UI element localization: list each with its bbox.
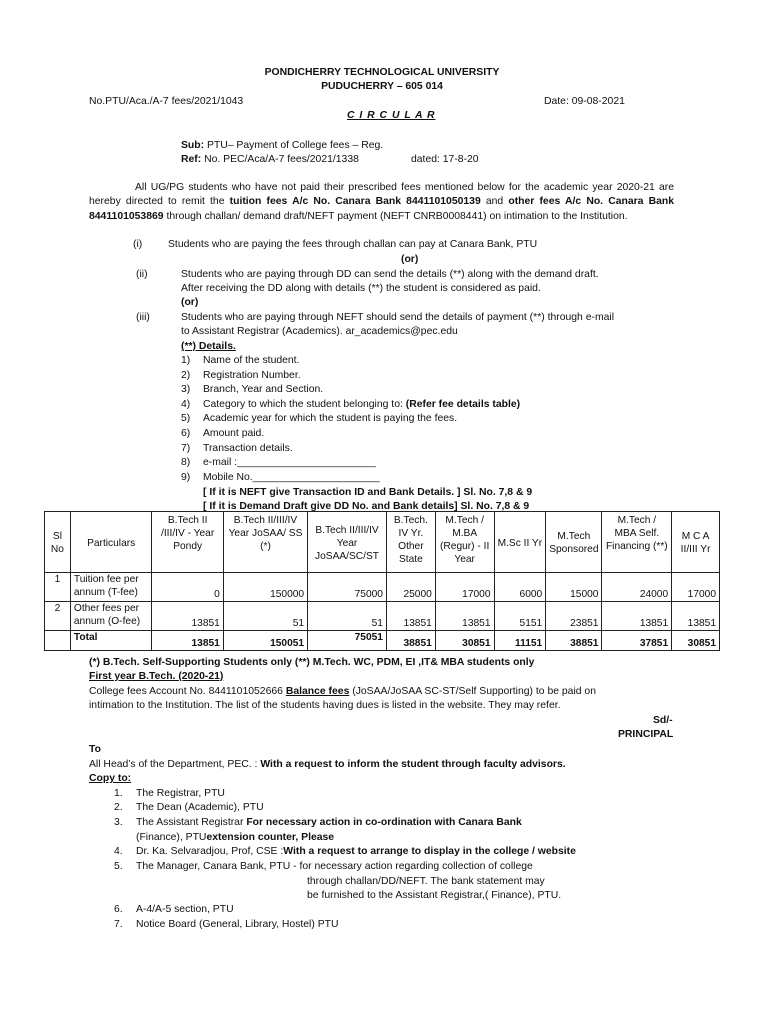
first-year-heading: First year B.Tech. (2020-21) — [89, 671, 224, 682]
copy-item-line-1 — [136, 903, 234, 916]
detail-item — [181, 442, 293, 455]
option-i-number: (i) — [133, 239, 143, 250]
fee-amount-cell: 17000 — [435, 573, 494, 602]
row-particulars: Total — [70, 631, 152, 651]
option-iii-line-2: to Assistant Registrar (Academics). ar_academics@pec.edu — [181, 326, 458, 337]
intro-text-1: All UG/PG students who have not paid their prescribed fees mentioned below for the academic year 2020-21 are hereby directed to remit the — [89, 182, 674, 208]
copy-item-line-3: be furnished to the Assistant Registrar,( Finance), PTU. — [307, 890, 562, 901]
ref-line — [181, 153, 359, 166]
copy-item-line-2 — [136, 831, 334, 844]
detail-item — [181, 412, 457, 425]
dd-note: [ If it is Demand Draft give DD No. and Bank details] Sl. No. 7,8 & 9 — [203, 501, 530, 512]
copy-item-number: 2. — [114, 802, 123, 813]
fee-amount-cell: 11151 — [494, 631, 546, 651]
copy-item-number: 6. — [114, 904, 123, 915]
copy-item-recipient: Notice Board (General, Library, Hostel) PTU — [136, 919, 339, 930]
fee-details-table — [44, 511, 720, 651]
fee-amount-cell: 5151 — [494, 602, 546, 631]
table-header-cell: M.Tech / MBA Self. Financing (**) — [602, 512, 672, 573]
copy-item-line-2 — [307, 875, 545, 888]
detail-item-text: Name of the student. — [203, 355, 300, 366]
copy-item-number: 4. — [114, 846, 123, 857]
detail-item-number: 3) — [181, 384, 191, 396]
university-name: PONDICHERRY TECHNOLOGICAL UNIVERSITY — [264, 67, 500, 78]
fee-amount-cell: 6000 — [494, 573, 546, 602]
copy-item-line-2-text: through challan/DD/NEFT. The bank statement may — [307, 875, 545, 887]
fee-amount-cell: 51 — [308, 602, 387, 631]
copy-item-recipient: The Dean (Academic), PTU — [136, 802, 264, 813]
copy-item-line-2-emphasis: extension counter, Please — [206, 831, 335, 843]
copy-item-line-1 — [136, 845, 576, 858]
copy-item-line-1 — [136, 816, 522, 829]
copy-item-action: With a request to arrange to display in the college / website — [283, 846, 576, 857]
signature-principal: PRINCIPAL — [618, 729, 674, 740]
detail-item — [181, 369, 301, 382]
fee-amount-cell: 13851 — [386, 602, 435, 631]
detail-item-number: 9) — [181, 471, 191, 483]
table-header-cell: B.Tech. IV Yr. Other State — [386, 512, 435, 573]
copy-item-line-1 — [136, 801, 264, 814]
detail-item-number: 6) — [181, 428, 191, 439]
table-header-cell: B.Tech II /III/IV - Year Pondy — [152, 512, 223, 573]
copy-item-line-1 — [136, 860, 533, 873]
table-row — [45, 631, 720, 651]
or-separator-2: (or) — [181, 297, 199, 308]
circular-title: C I R C U L A R — [347, 110, 436, 121]
detail-item — [181, 383, 323, 396]
copy-item-recipient: The Manager, Canara Bank, PTU - for necessary action regarding collection of college — [136, 861, 533, 872]
ref-dated: dated: 17-8-20 — [411, 154, 479, 165]
copy-item-recipient: Dr. Ka. Selvaradjou, Prof, CSE : — [136, 846, 284, 857]
fee-amount-cell: 51 — [223, 602, 307, 631]
neft-note: [ If it is NEFT give Transaction ID and Bank Details. ] Sl. No. 7,8 & 9 — [203, 487, 533, 498]
fee-amount-cell: 37851 — [602, 631, 672, 651]
detail-item — [181, 456, 376, 469]
table-header-cell: B.Tech II/III/IV Year JoSAA/ SS (*) — [223, 512, 307, 573]
table-header-cell: M.Tech Sponsored — [546, 512, 602, 573]
ref-label: Ref: — [181, 154, 202, 165]
option-i-text: Students who are paying the fees through challan can pay at Canara Bank, PTU — [168, 239, 538, 250]
row-serial: 1 — [45, 573, 71, 602]
details-heading: (**) Details. — [181, 341, 236, 352]
detail-item-text: Transaction details. — [203, 442, 293, 454]
option-ii-line-1: Students who are paying through DD can send the details (**) along with the demand draft. — [181, 269, 599, 280]
first-year-line-1-rest: (JoSAA/JoSAA SC-ST/Self Supporting) to be paid on — [349, 686, 596, 697]
fee-amount-cell: 25000 — [386, 573, 435, 602]
copy-item-recipient: The Assistant Registrar — [136, 817, 247, 828]
university-city: PUDUCHERRY – 605 014 — [321, 81, 443, 92]
table-row — [45, 602, 720, 631]
copy-item-number: 7. — [114, 919, 123, 930]
balance-fees-label: Balance fees — [285, 686, 350, 697]
detail-item — [181, 471, 380, 484]
fee-amount-cell: 15000 — [546, 573, 602, 602]
fee-amount-cell: 38851 — [546, 631, 602, 651]
circular-date: Date: 09-08-2021 — [544, 96, 625, 107]
first-year-line-1 — [89, 685, 596, 698]
fee-amount-cell: 13851 — [672, 602, 720, 631]
detail-item — [181, 354, 299, 367]
copy-item-line-2-text: (Finance), PTU — [136, 831, 207, 843]
or-separator-1: (or) — [401, 254, 419, 265]
table-row — [45, 573, 720, 602]
fee-amount-cell: 23851 — [546, 602, 602, 631]
fee-amount-cell: 13851 — [602, 602, 672, 631]
copy-item-recipient: A-4/A-5 section, PTU — [136, 904, 234, 915]
table-header-cell: M C A II/III Yr — [672, 512, 720, 573]
copy-item-number: 1. — [114, 788, 123, 799]
detail-item-text: Branch, Year and Section. — [203, 384, 324, 396]
to-label: To — [89, 744, 101, 755]
fee-amount-cell: 75000 — [308, 573, 387, 602]
fee-amount-cell: 24000 — [602, 573, 672, 602]
table-header-cell: Particulars — [70, 512, 152, 573]
copy-item-line-1 — [136, 787, 225, 800]
copy-item-number: 5. — [114, 861, 123, 872]
fee-amount-cell: 0 — [152, 573, 223, 602]
row-serial: 2 — [45, 602, 71, 631]
detail-item-text: Academic year for which the student is paying the fees. — [203, 413, 458, 425]
copy-item-recipient: The Registrar, PTU — [136, 788, 225, 799]
reference-number: No.PTU/Aca./A-7 fees/2021/1043 — [89, 96, 244, 107]
to-heads: All Head’s of the Department, PEC. : — [89, 759, 261, 770]
to-line — [89, 758, 566, 771]
detail-item-number: 4) — [181, 398, 191, 410]
copy-to-heading: Copy to: — [89, 773, 132, 784]
detail-item-text: Amount paid. — [203, 428, 265, 439]
table-header-row — [45, 512, 720, 573]
detail-item-text: Registration Number. — [203, 369, 301, 381]
option-iii-line-1: Students who are paying through NEFT should send the details of payment (**) through e-mail — [181, 312, 614, 323]
detail-item-text: Category to which the student belonging to: — [203, 398, 406, 410]
detail-item-emphasis: (Refer fee details table) — [405, 398, 521, 410]
fee-amount-cell: 38851 — [386, 631, 435, 651]
detail-item-text: e-mail :________________________ — [203, 457, 376, 469]
option-ii-number: (ii) — [136, 269, 148, 280]
tuition-account: tuition fees A/c No. Canara Bank 8441101050139 — [229, 196, 481, 208]
fee-amount-cell: 17000 — [672, 573, 720, 602]
table-header-cell: M.Sc II Yr — [494, 512, 546, 573]
subject-line — [181, 139, 383, 152]
copy-item-line-1 — [136, 918, 339, 931]
detail-item-number: 1) — [181, 355, 191, 366]
fee-amount-cell: 13851 — [152, 631, 223, 651]
option-ii-line-2: After receiving the DD along with details (**) the student is considered as paid. — [181, 283, 541, 294]
detail-item-number: 2) — [181, 369, 191, 381]
signature-sd: Sd/- — [653, 715, 673, 726]
intro-paragraph — [89, 181, 674, 224]
table-footnote: (*) B.Tech. Self-Supporting Students only (**) M.Tech. WC, PDM, EI ,IT& MBA students only — [89, 657, 535, 668]
subject-text: PTU– Payment of College fees – Reg. — [206, 140, 384, 151]
row-particulars: Other fees per annum (O-fee) — [70, 602, 152, 631]
copy-item-action: For necessary action in co-ordination with Canara Bank — [246, 817, 522, 828]
fee-amount-cell: 13851 — [435, 602, 494, 631]
table-header-cell: M.Tech / M.BA (Regur) - II Year — [435, 512, 494, 573]
detail-item-number: 7) — [181, 442, 191, 454]
subject-label: Sub: — [181, 140, 205, 151]
row-particulars: Tuition fee per annum (T-fee) — [70, 573, 152, 602]
intro-text-3: through challan/ demand draft/NEFT payment (NEFT CNRB0008441) on intimation to the Institution. — [163, 210, 628, 222]
to-request: With a request to inform the student through faculty advisors. — [260, 759, 566, 770]
other-fees-account: other fees A/c No. Canara Bank 8441101053869 — [89, 196, 674, 222]
table-header-cell: B.Tech II/III/IV Year JoSAA/SC/ST — [308, 512, 387, 573]
ref-text: No. PEC/Aca/A-7 fees/2021/1338 — [204, 154, 359, 165]
first-year-line-2: intimation to the Institution. The list of the students having dues is listed in the website. They may refer. — [89, 700, 561, 711]
fee-amount-cell: 30851 — [435, 631, 494, 651]
fee-amount-cell: 150000 — [223, 573, 307, 602]
fee-amount-cell: 75051 — [308, 631, 387, 651]
fee-amount-cell: 150051 — [223, 631, 307, 651]
detail-item-text: Mobile No.______________________ — [203, 471, 380, 483]
detail-item-number: 5) — [181, 413, 191, 425]
fee-amount-cell: 30851 — [672, 631, 720, 651]
intro-text-2: and — [480, 196, 509, 208]
fee-amount-cell: 13851 — [152, 602, 223, 631]
college-fees-account: College fees Account No. 8441101052666 — [89, 686, 286, 697]
detail-item — [181, 427, 264, 440]
row-serial — [45, 631, 71, 651]
table-header-cell: Sl No — [45, 512, 71, 573]
copy-item-number: 3. — [114, 817, 123, 828]
detail-item-number: 8) — [181, 457, 191, 469]
detail-item — [181, 398, 520, 411]
option-iii-number: (iii) — [136, 312, 150, 323]
